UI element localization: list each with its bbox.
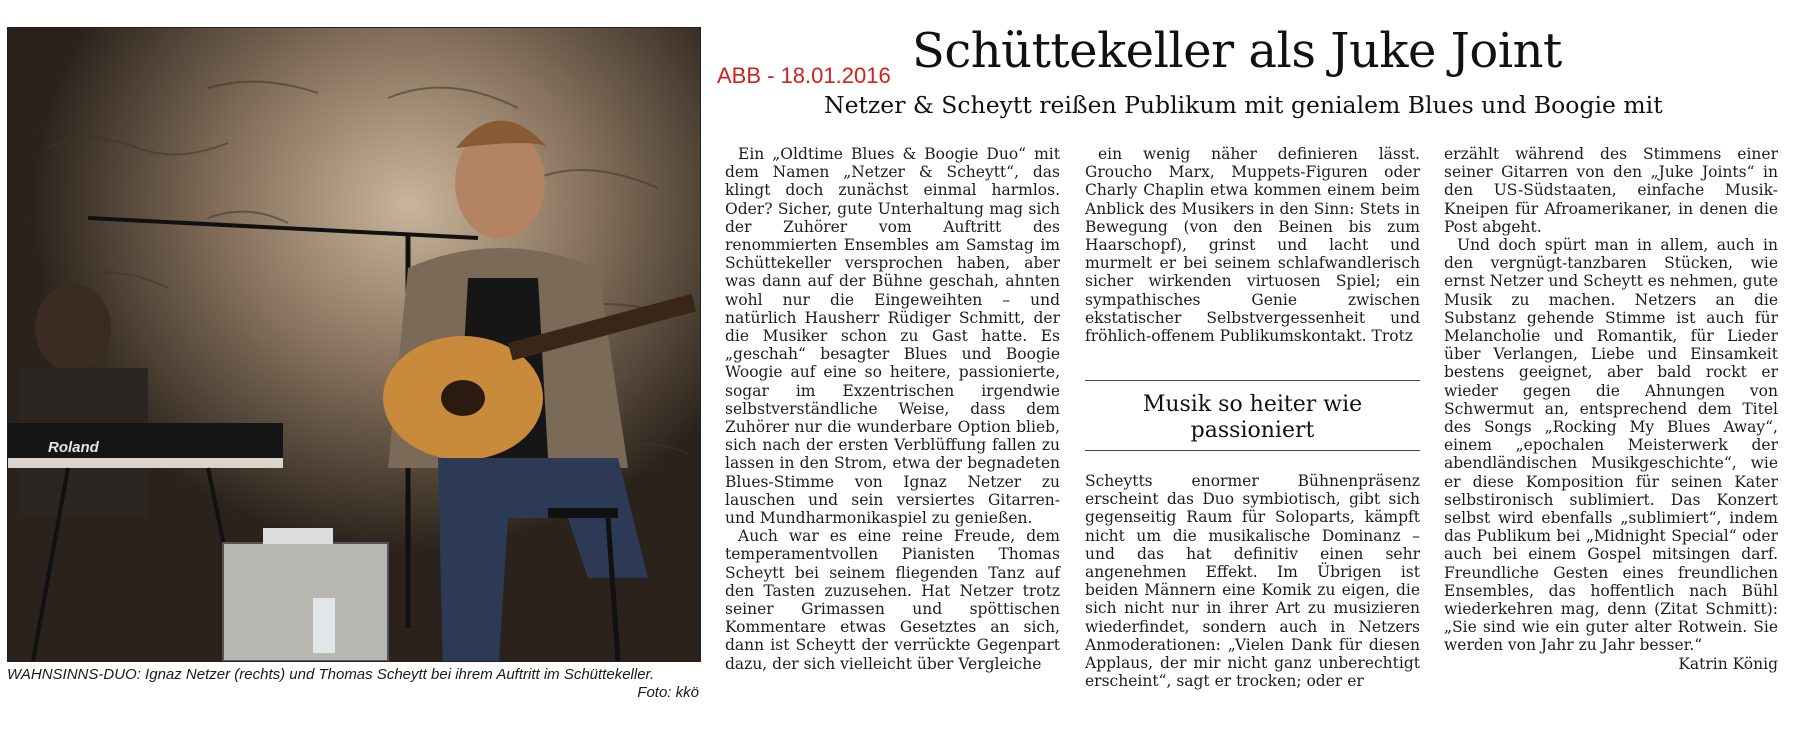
- interheadline: Musik so heiter wie passioniert: [1142, 392, 1363, 443]
- interhead-rule-top: [1085, 380, 1420, 381]
- concert-photo: [7, 27, 701, 662]
- photo-credit: Foto: kkö: [637, 684, 699, 701]
- paragraph: Scheytts enormer Bühnenpräsenz erscheint das Duo symbiotisch, gibt sich gegenseitig Raum für Soloparts, kämpft nicht um die musikalische Dominanz – und das hat definitiv einen sehr angenehmen Effekt. Im Übrigen ist beiden Männern eine Komik zu eigen, die sich nicht nur in ihrer Art zu musizieren wiederfindet, sondern auch in Netzers Anmoderationen: „Vielen Dank für diesen Applaus, der mir nicht ganz unberechtigt erscheint“, sagt er trocken; oder er: [1085, 472, 1420, 691]
- headline: Schüttekeller als Juke Joint: [912, 23, 1562, 79]
- author: Katrin König: [1678, 654, 1778, 673]
- paragraph-text: Und doch spürt man in allem, auch in den vergnügt-tanzbaren Stücken, wie ernst Netzer und Scheytt es nehmen, gute Musik zu machen. Netzers an die Substanz gehende Stimme ist auch für Melancholie und Romantik, für Lieder über Verlangen, Liebe und Einsamkeit bestens geeignet, aber bald rockt er wieder gegen die Ahnungen von Schwermut an, entsprechend dem Titel des Songs „Rocking My Blues Away“, einem „epochalen Meisterwerk der abendländischen Musikgeschichte“, wie er diese Komposition für seinen Kater selbstironisch sublimiert. Das Konzert selbst wird ebenfalls „sublimiert“, indem das Publikum bei „Midnight Special“ oder auch bei einem Gospel mitsingen darf. Freundliche Gesten eines freundlichen Ensembles, das hoffentlich nach Bühl wiederkehren mag, denn (Zitat Schmitt): „Sie sind wie ein guter alter Rotwein. Sie werden von Jahr zu Jahr besser.“: [1444, 236, 1778, 655]
- date-stamp: ABB - 18.01.2016: [717, 63, 891, 88]
- paragraph: Auch war es eine reine Freude, dem temperamentvollen Pianisten Thomas Scheytt bei seinem fliegenden Tanz auf den Tasten zuzusehen. Hat Netzer trotz seiner Grimassen und spöttischen Kommentare etwas Gesetztes an sich, dann ist Scheytt der verrückte Gegenpart dazu, der sich vielleicht über Vergleiche: [725, 527, 1060, 673]
- paragraph: Ein „Oldtime Blues & Boogie Duo“ mit dem Namen „Netzer & Scheytt“, das klingt doch zunächst einmal harmlos. Oder? Sicher, gute Unterhaltung mag sich der Zuhörer vom Auftritt des renommierten Ensembles am Samstag im Schüttekeller versprochen haben, aber was dann auf der Bühne geschah, ahnten wohl nur die Eingeweihten – und natürlich Hausherr Rüdiger Schmitt, der die Musiker schon zu Gast hatte. Es „geschah“ besagter Blues und Boogie Woogie auf eine so heitere, passionierte, sogar im Exzentrischen irgendwie selbstverständliche Weise, dass dem Zuhörer nur die wunderbare Option blieb, sich nach der ersten Verblüffung fallen zu lassen in den Strom, etwa der begnadeten Blues-Stimme von Ignaz Netzer zu lauschen und sein versiertes Gitarren- und Mundharmonikaspiel zu genießen.: [725, 145, 1060, 528]
- keyboard-brand-label: Roland: [48, 439, 99, 456]
- interhead-rule-bottom: [1085, 450, 1420, 451]
- photo-caption: [7, 666, 699, 701]
- caption-text: WAHNSINNS-DUO: Ignaz Netzer (rechts) und Thomas Scheytt bei ihrem Auftritt im Schüttekeller.: [7, 666, 655, 683]
- paragraph: erzählt während des Stimmens einer seiner Gitarren von den „Juke Joints“ in den US-Südstaaten, einfache Musik-Kneipen für Afroamerikaner, in denen die Post abgeht.: [1444, 145, 1778, 236]
- subheadline: Netzer & Scheytt reißen Publikum mit genialem Blues und Boogie mit: [824, 91, 1663, 119]
- article-column-3: [1444, 145, 1778, 673]
- article-column-2: [1085, 145, 1420, 345]
- article-column-1: [725, 145, 1060, 673]
- paragraph: ein wenig näher definieren lässt. Groucho Marx, Muppets-Figuren oder Charly Chaplin etwa kommen einem beim Anblick des Musikers in den Sinn: Stets in Bewegung (von den Beinen bis zum Haarschopf), grinst und lacht und murmelt er bei seinem schlafwandlerisch sicher wirkenden virtuosen Spiel; ein sympathisches Genie zwischen ekstatischer Selbstvergessenheit und fröhlich-offenem Publikumskontakt. Trotz: [1085, 145, 1420, 346]
- article-column-2-continued: [1085, 472, 1420, 690]
- paragraph: [1444, 236, 1778, 673]
